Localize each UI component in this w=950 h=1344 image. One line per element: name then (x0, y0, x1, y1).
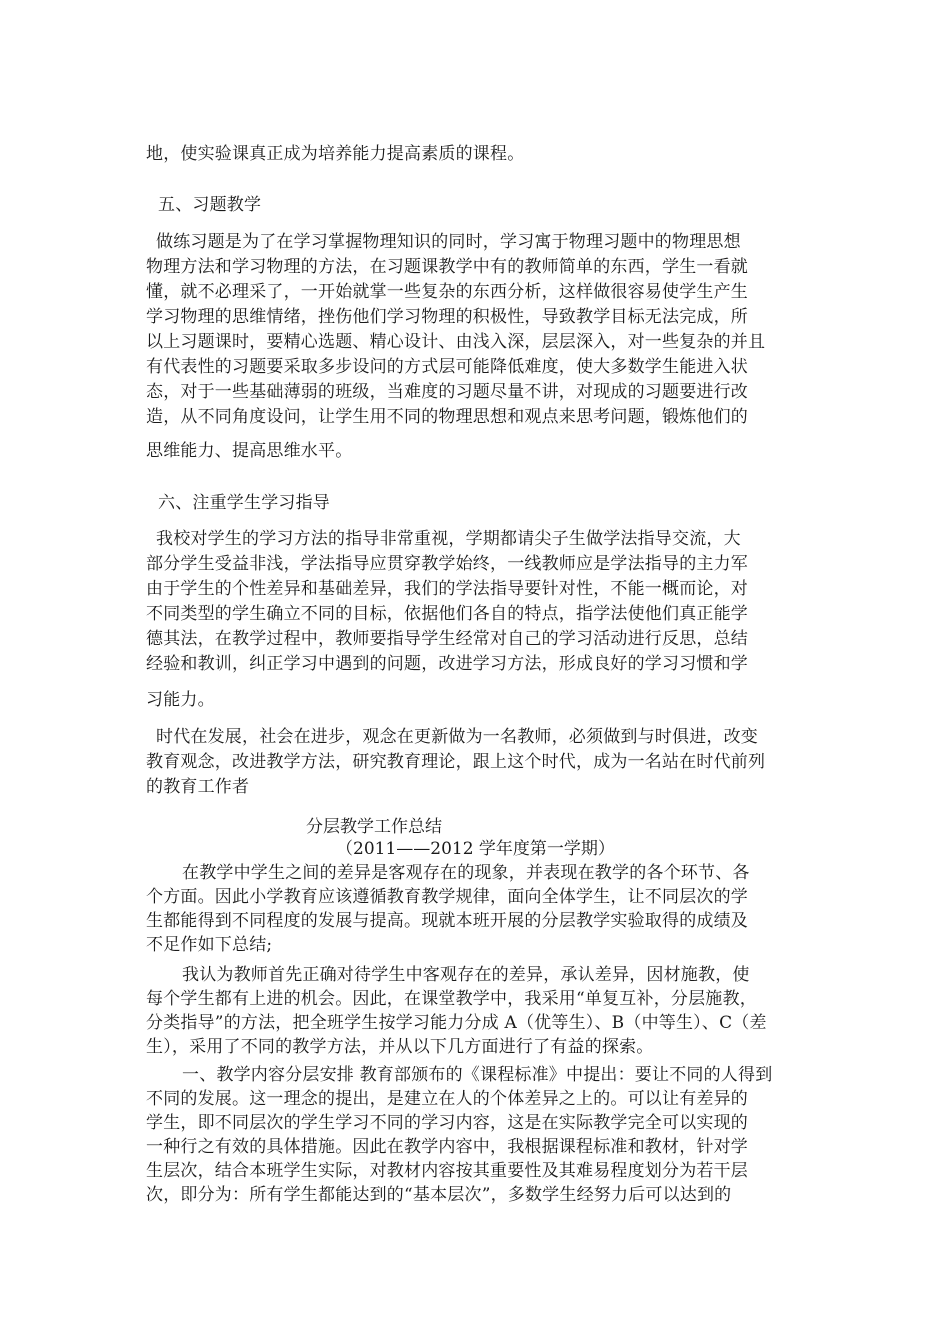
paragraph-line: 个方面。因此小学教育应该遵循教育教学规律，面向全体学生，让不同层次的学 (146, 887, 748, 907)
paragraph-line: 在教学中学生之间的差异是客观存在的现象，并表现在教学的各个环节、各 (182, 863, 750, 883)
paragraph-line: 以上习题课时，要精心选题、精心设计、由浅入深，层层深入，对一些复杂的并且 (146, 332, 766, 352)
paragraph-line: 不足作如下总结; (146, 935, 273, 955)
paragraph-line: 有代表性的习题要采取多步设问的方式层可能降低难度，使大多数学生能进入状 (146, 357, 748, 377)
paragraph-line: 生层次，结合本班学生实际，对教材内容按其重要性及其难易程度划分为若干层 (146, 1161, 748, 1181)
paragraph-line: 不同类型的学生确立不同的目标，依据他们各自的特点，指学法使他们真正能学 (146, 604, 748, 624)
paragraph-line: 我认为教师首先正确对待学生中客观存在的差异，承认差异，因材施教，使 (182, 965, 750, 985)
document-title: 分层教学工作总结 (306, 817, 442, 837)
paragraph-line: 物理方法和学习物理的方法，在习题课教学中有的教师简单的东西，学生一看就 (146, 257, 748, 277)
paragraph-line: 学生，即不同层次的学生学习不同的学习内容，这是在实际教学完全可以实现的 (146, 1113, 748, 1133)
paragraph-line: 部分学生受益非浅，学法指导应贯穿教学始终，一线教师应是学法指导的主力军 (146, 554, 748, 574)
paragraph-line: 生），采用了不同的教学方法，并从以下几方面进行了有益的探索。 (146, 1037, 654, 1057)
paragraph-line: 时代在发展，社会在进步，观念在更新做为一名教师，必须做到与时俱进，改变 (156, 727, 758, 747)
paragraph-line: 由于学生的个性差异和基础差异，我们的学法指导要针对性，不能一概而论，对 (146, 579, 748, 599)
paragraph-line: 懂，就不必理采了，一开始就掌一些复杂的东西分析，这样做很容易使学生产生 (146, 282, 748, 302)
paragraph-line: 每个学生都有上进的机会。因此，在课堂教学中，我采用“单复互补，分层施教， (146, 989, 757, 1009)
paragraph-line: 的教育工作者 (146, 777, 250, 797)
section-heading-six: 六、注重学生学习指导 (158, 493, 330, 513)
paragraph-line: 分类指导”的方法，把全班学生按学习能力分成 A（优等生）、B（中等生）、C（差 (146, 1013, 767, 1033)
paragraph-line: 态，对于一些基础薄弱的班级，当难度的习题尽量不讲，对现成的习题要进行改 (146, 382, 748, 402)
paragraph-line: 习能力。 (146, 690, 215, 710)
section-heading-five: 五、习题教学 (158, 195, 262, 215)
paragraph-line: 思维能力、提高思维水平。 (146, 441, 353, 461)
paragraph-line: 一、教学内容分层安排 教育部颁布的《课程标准》中提出：要让不同的人得到 (182, 1065, 773, 1085)
paragraph-line: 学习物理的思维情绪，挫伤他们学习物理的积极性，导致教学目标无法完成，所 (146, 307, 748, 327)
paragraph-line: 我校对学生的学习方法的指导非常重视，学期都请尖子生做学法指导交流，大 (156, 529, 741, 549)
paragraph-line: 次，即分为：所有学生都能达到的“基本层次”，多数学生经努力后可以达到的 (146, 1185, 732, 1205)
paragraph-line: 做练习题是为了在学习掌握物理知识的同时，学习寓于物理习题中的物理思想 (156, 232, 741, 252)
paragraph-line: 经验和教训，纠正学习中遇到的问题，改进学习方法，形成良好的学习习惯和学 (146, 654, 748, 674)
paragraph-line: 造，从不同角度设问，让学生用不同的物理思想和观点来思考问题，锻炼他们的 (146, 407, 748, 427)
document-subtitle: （2011——2012 学年度第一学期） (336, 839, 615, 859)
paragraph-line: 生都能得到不同程度的发展与提高。现就本班开展的分层教学实验取得的成绩及 (146, 911, 748, 931)
paragraph-line: 德其法，在教学过程中，教师要指导学生经常对自己的学习活动进行反思，总结 (146, 629, 748, 649)
paragraph-line: 一种行之有效的具体措施。因此在教学内容中，我根据课程标准和教材，针对学 (146, 1137, 748, 1157)
paragraph-line: 教育观念，改进教学方法，研究教育理论，跟上这个时代，成为一名站在时代前列 (146, 752, 766, 772)
paragraph-line: 地，使实验课真正成为培养能力提高素质的课程。 (146, 144, 525, 164)
paragraph-line: 不同的发展。这一理念的提出，是建立在人的个体差异之上的。可以让有差异的 (146, 1089, 748, 1109)
